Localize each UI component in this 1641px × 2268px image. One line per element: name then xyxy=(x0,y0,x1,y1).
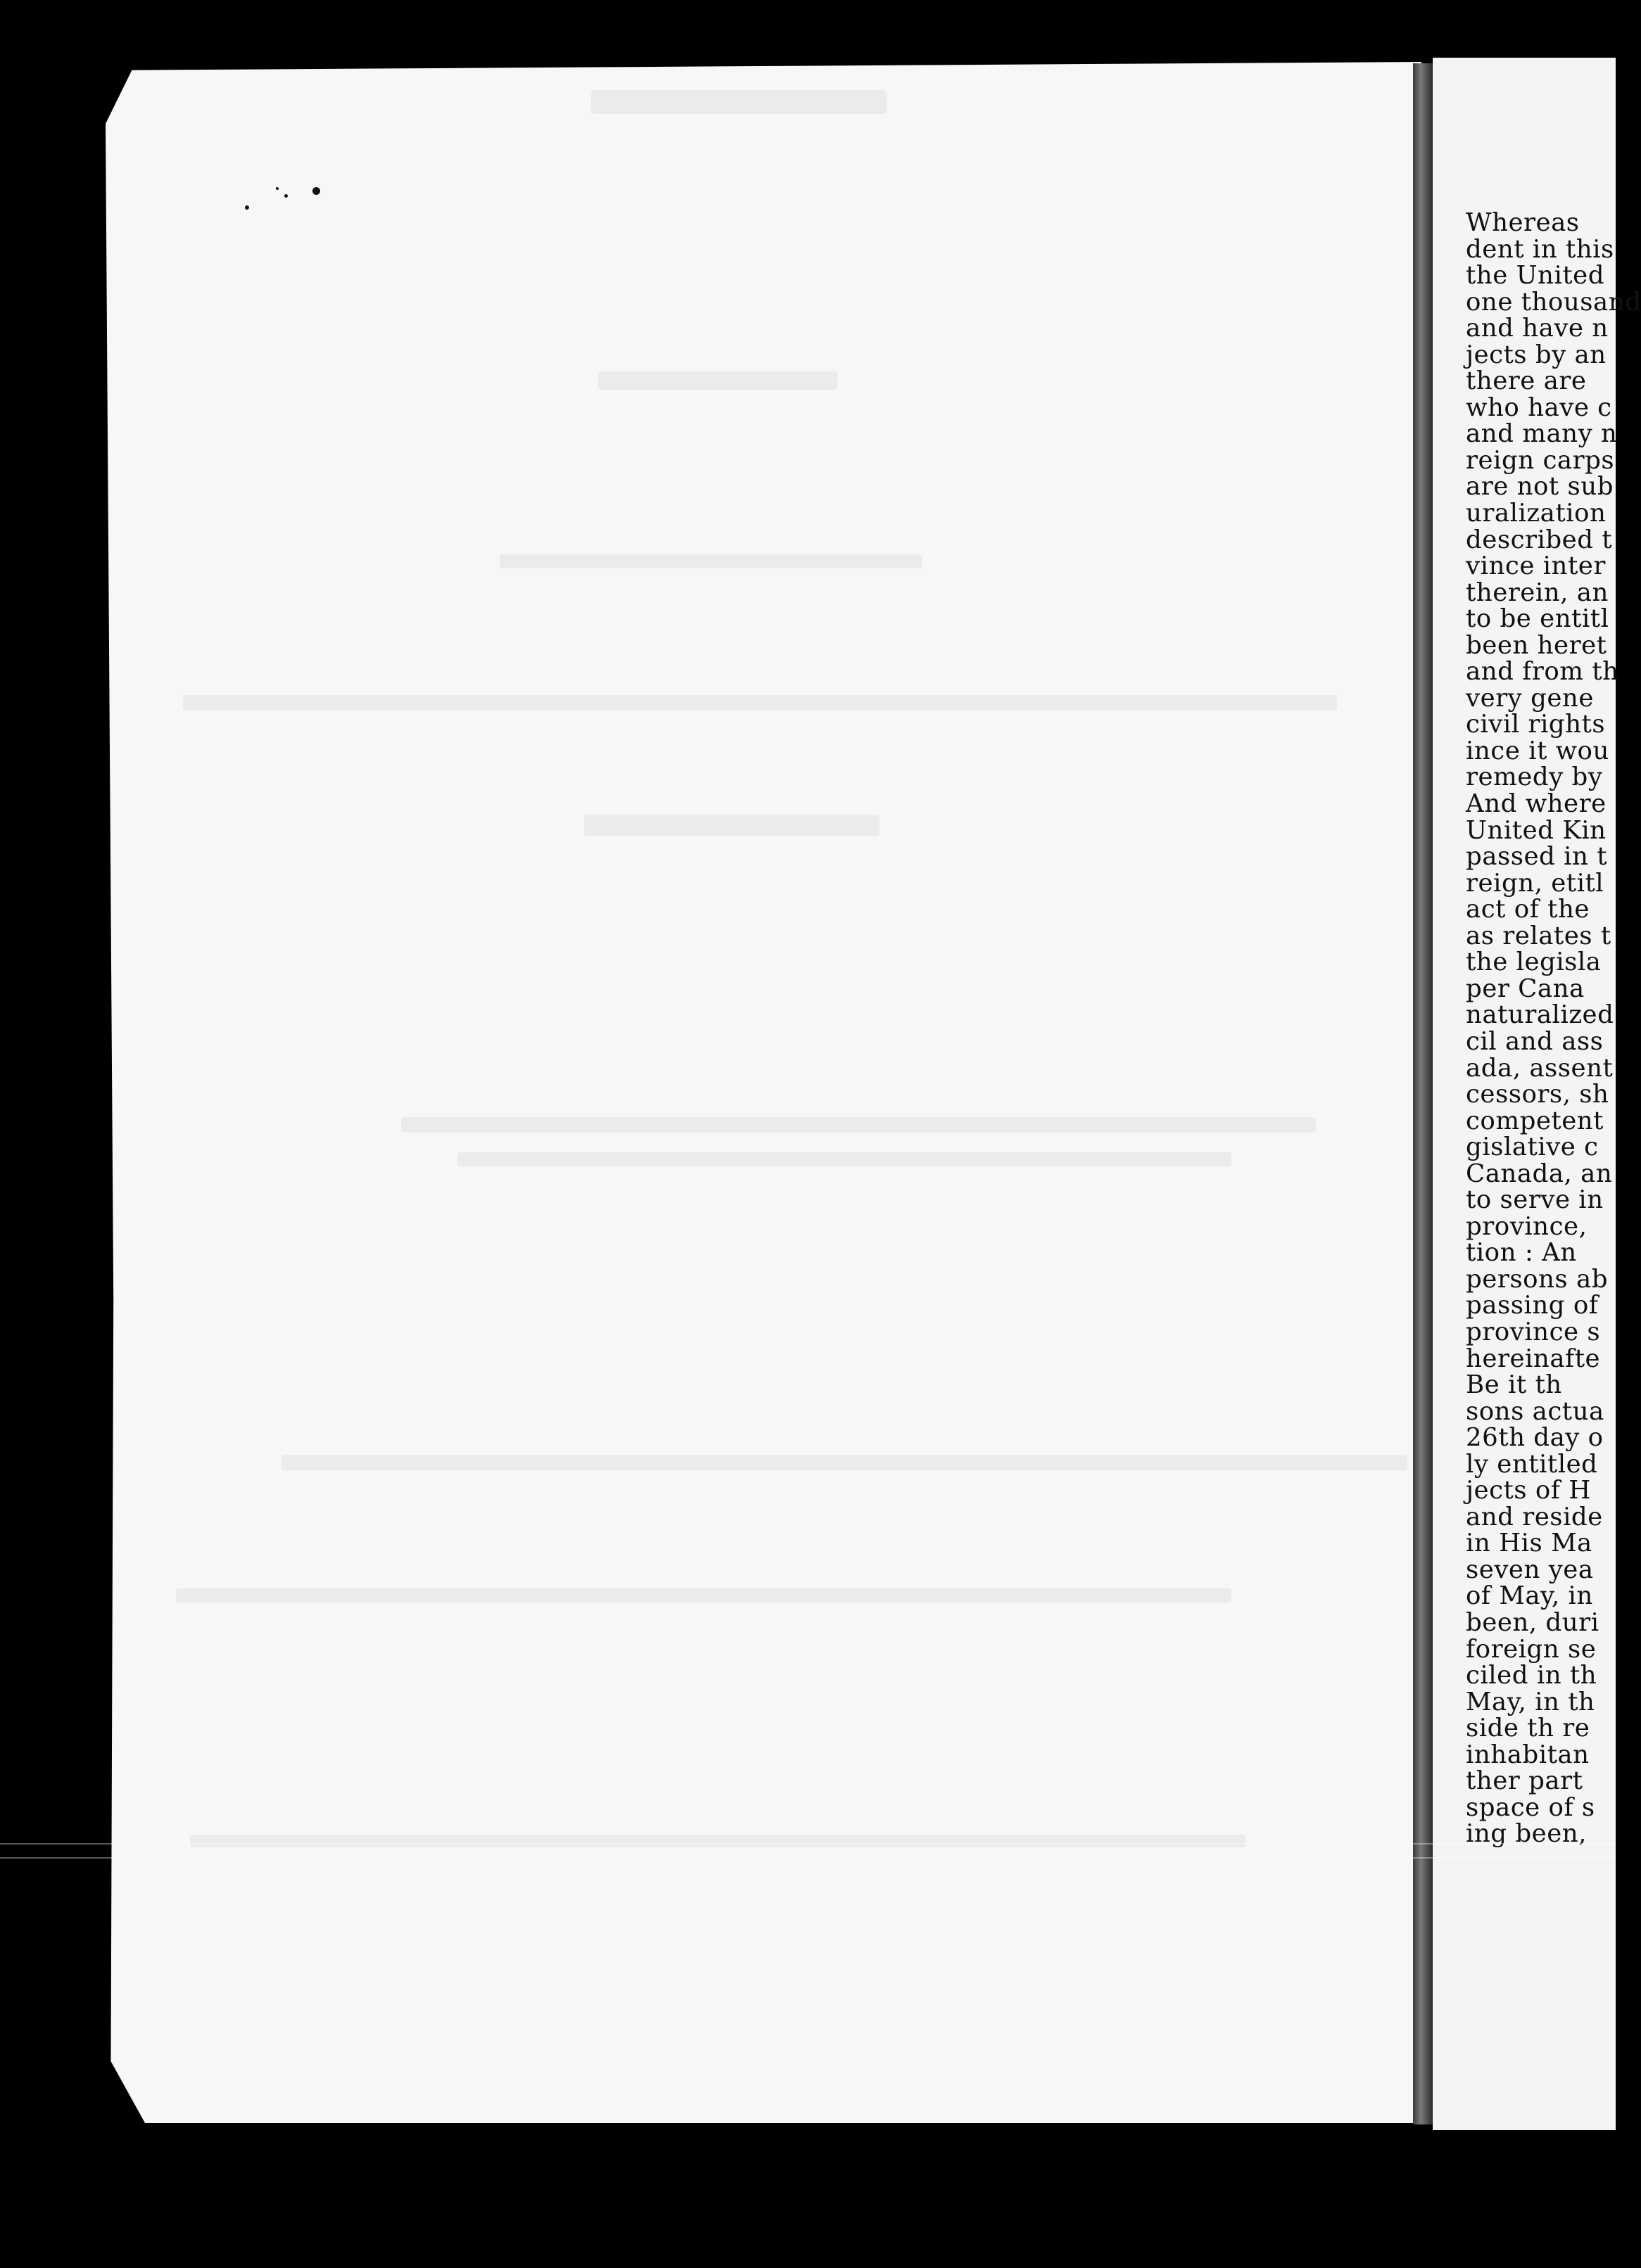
text-line: to be entitl xyxy=(1466,604,1609,634)
scan-artifact-line xyxy=(0,1857,1616,1859)
text-line: therein, an xyxy=(1466,578,1609,607)
text-line: to serve in xyxy=(1466,1185,1604,1215)
text-line: side th re xyxy=(1466,1714,1590,1743)
text-line: of May, in xyxy=(1466,1581,1593,1611)
show-through-mark xyxy=(190,1835,1246,1847)
text-line: ince it wou xyxy=(1466,736,1609,765)
text-line: in His Ma xyxy=(1466,1529,1592,1558)
ink-speck xyxy=(276,187,279,190)
text-line: dent in this xyxy=(1466,234,1614,264)
text-line: ada, assent xyxy=(1466,1053,1614,1083)
text-line: been, duri xyxy=(1466,1607,1599,1637)
text-line: Be it th xyxy=(1466,1370,1562,1400)
text-line: the legisla xyxy=(1466,948,1602,977)
text-line: province s xyxy=(1466,1317,1601,1346)
text-line: And where xyxy=(1466,789,1607,819)
text-line: Whereas xyxy=(1466,208,1580,237)
text-line: as relates t xyxy=(1466,921,1611,950)
show-through-mark xyxy=(457,1152,1231,1166)
text-line: naturalized xyxy=(1466,1000,1614,1030)
show-through-mark xyxy=(500,554,922,568)
show-through-mark xyxy=(281,1455,1407,1470)
ink-speck xyxy=(245,205,249,210)
text-line: sons actua xyxy=(1466,1396,1604,1426)
text-line: are not sub xyxy=(1466,472,1614,502)
text-line: cil and ass xyxy=(1466,1026,1604,1056)
ink-speck xyxy=(284,194,288,198)
show-through-mark xyxy=(591,90,887,114)
text-line: United Kin xyxy=(1466,815,1607,845)
text-line: passed in t xyxy=(1466,842,1608,872)
text-line: province, xyxy=(1466,1211,1588,1241)
text-line: one thousand xyxy=(1466,287,1641,317)
text-line: jects by an xyxy=(1466,340,1607,369)
text-line: civil rights xyxy=(1466,710,1606,739)
blank-left-page xyxy=(106,62,1421,2123)
text-line: ther part xyxy=(1466,1766,1583,1796)
text-line: remedy by xyxy=(1466,763,1603,792)
text-line: persons ab xyxy=(1466,1264,1608,1294)
text-line: and have n xyxy=(1466,314,1609,343)
text-line: reign carps xyxy=(1466,445,1615,475)
text-line: tion : An xyxy=(1466,1238,1577,1268)
show-through-mark xyxy=(176,1588,1231,1603)
text-line: reign, etitl xyxy=(1466,868,1604,898)
text-line: cessors, sh xyxy=(1466,1080,1609,1109)
book-gutter xyxy=(1413,63,1433,2124)
text-line: Canada, an xyxy=(1466,1159,1613,1188)
text-line: described t xyxy=(1466,525,1613,554)
show-through-mark xyxy=(401,1117,1316,1133)
text-line: seven yea xyxy=(1466,1555,1594,1584)
text-line: inhabitan xyxy=(1466,1740,1590,1769)
text-line: hereinafte xyxy=(1466,1344,1601,1373)
text-line: 26th day o xyxy=(1466,1423,1604,1453)
text-line: foreign se xyxy=(1466,1634,1597,1664)
text-line: per Cana xyxy=(1466,974,1585,1003)
text-line: there are xyxy=(1466,367,1587,396)
text-line: who have c xyxy=(1466,393,1612,422)
text-line: May, in th xyxy=(1466,1687,1595,1716)
text-line: ing been, xyxy=(1466,1819,1587,1849)
text-line: uralization xyxy=(1466,499,1607,528)
show-through-mark xyxy=(584,815,880,836)
show-through-mark xyxy=(598,371,837,390)
text-line: ciled in th xyxy=(1466,1661,1597,1690)
text-line: the United xyxy=(1466,261,1604,291)
text-line: jects of H xyxy=(1466,1476,1591,1505)
text-line: competent xyxy=(1466,1106,1604,1135)
text-line: gislative c xyxy=(1466,1133,1599,1162)
text-line: and reside xyxy=(1466,1502,1603,1531)
scan-artifact-line xyxy=(0,1843,1616,1845)
text-line: act of the xyxy=(1466,895,1590,924)
right-page-text-column xyxy=(1466,208,1641,1849)
text-line: been heret xyxy=(1466,630,1607,660)
text-line: ly entitled xyxy=(1466,1449,1598,1479)
text-line: and from th xyxy=(1466,657,1619,687)
text-line: and many n xyxy=(1466,419,1618,449)
ink-speck xyxy=(312,187,320,195)
text-line: passing of xyxy=(1466,1291,1599,1320)
text-line: space of s xyxy=(1466,1792,1595,1822)
text-line: vince inter xyxy=(1466,552,1606,581)
show-through-mark xyxy=(183,695,1337,711)
text-line: very gene xyxy=(1466,683,1594,713)
